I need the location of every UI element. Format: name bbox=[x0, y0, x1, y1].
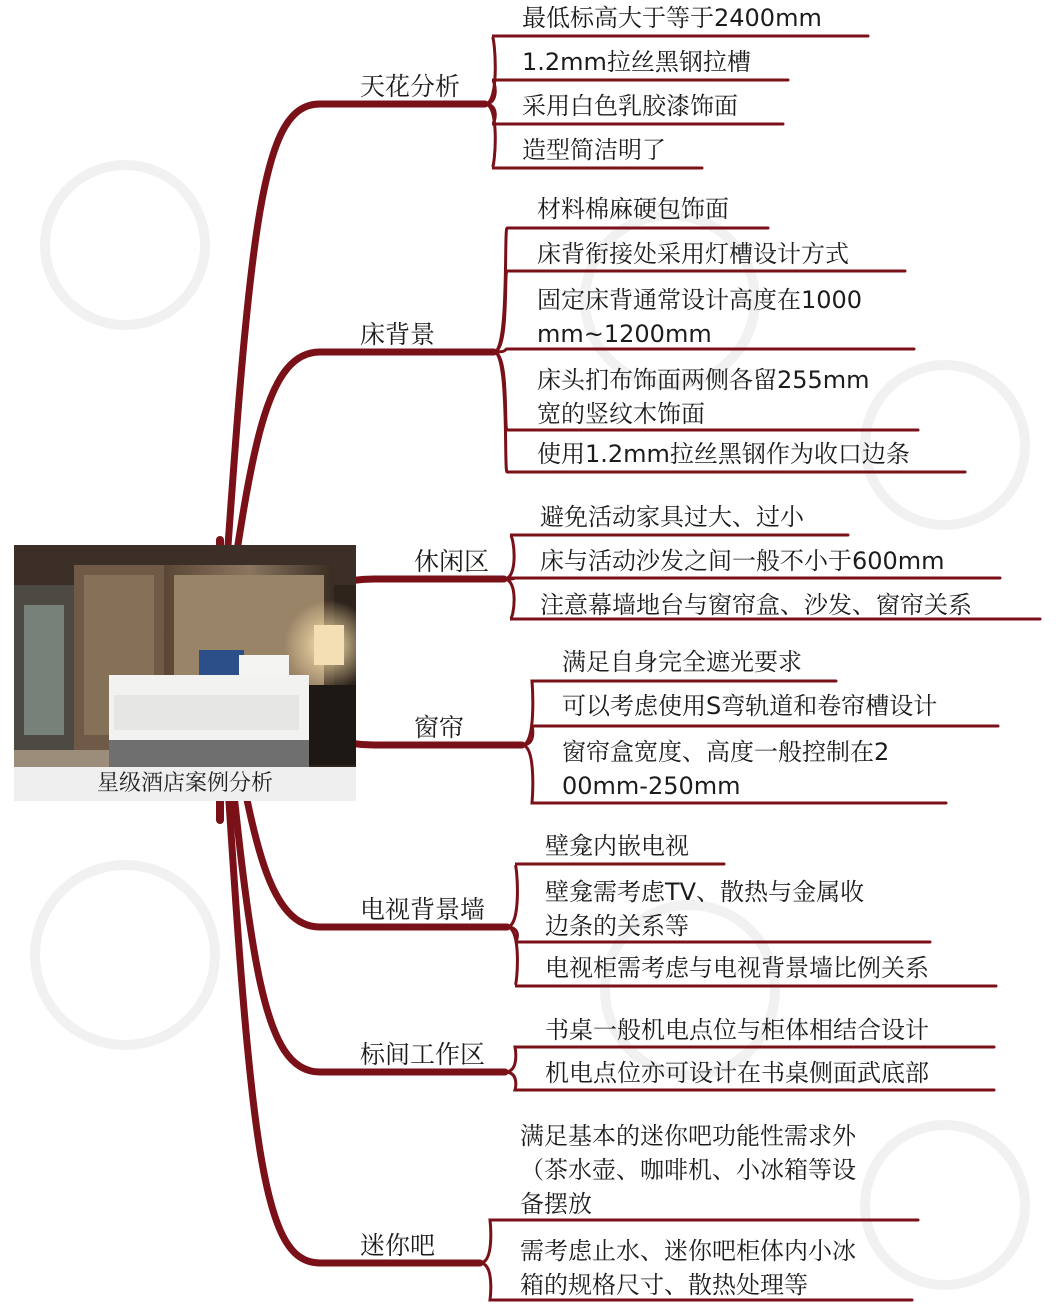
item-line: 备摆放 bbox=[520, 1190, 592, 1218]
item-line: 满足基本的迷你吧功能性需求外 bbox=[520, 1122, 856, 1150]
item-line: 宽的竖纹木饰面 bbox=[537, 400, 705, 428]
item-line: 材料棉麻硬包饰面 bbox=[537, 195, 729, 223]
item-line: 壁龛需考虑TV、散热与金属收 bbox=[545, 878, 865, 906]
item-line: 床背衔接处采用灯槽设计方式 bbox=[537, 240, 849, 268]
item-text bbox=[545, 1015, 929, 1045]
branch-label: 电视背景墙 bbox=[360, 895, 486, 924]
item-text bbox=[520, 1119, 856, 1221]
item-line: 最低标高大于等于2400mm bbox=[522, 4, 822, 32]
item-text bbox=[537, 439, 910, 469]
item-line: 床头扪布饰面两侧各留255mm bbox=[537, 366, 870, 394]
item-line: 可以考虑使用S弯轨道和卷帘槽设计 bbox=[562, 692, 938, 720]
item-line: mm~1200mm bbox=[537, 320, 712, 348]
item-line: 避免活动家具过大、过小 bbox=[540, 503, 804, 531]
item-line: 造型简洁明了 bbox=[522, 136, 666, 164]
item-text bbox=[540, 590, 972, 620]
item-line: 使用1.2mm拉丝黑钢作为收口边条 bbox=[537, 440, 910, 468]
item-text bbox=[537, 283, 862, 351]
item-line: 箱的规格尺寸、散热处理等 bbox=[520, 1271, 808, 1299]
item-text bbox=[545, 831, 689, 861]
item-text bbox=[540, 546, 945, 576]
item-line: 书桌一般机电点位与柜体相结合设计 bbox=[545, 1016, 929, 1044]
item-text bbox=[562, 735, 889, 803]
item-line: 00mm-250mm bbox=[562, 772, 741, 800]
item-line: 1.2mm拉丝黑钢拉槽 bbox=[522, 48, 751, 76]
hotel-room-photo bbox=[14, 545, 356, 767]
item-line: 满足自身完全遮光要求 bbox=[562, 648, 802, 676]
branch-label: 标间工作区 bbox=[360, 1040, 486, 1069]
item-line: 固定床背通常设计高度在1000 bbox=[537, 286, 863, 314]
item-text bbox=[520, 1234, 856, 1302]
item-line: 壁龛内嵌电视 bbox=[545, 832, 689, 860]
item-text bbox=[540, 502, 804, 532]
item-text bbox=[522, 47, 751, 77]
item-line: （茶水壶、咖啡机、小冰箱等设 bbox=[520, 1156, 856, 1184]
item-line: 采用白色乳胶漆饰面 bbox=[522, 92, 738, 120]
branch-label: 休闲区 bbox=[414, 547, 490, 576]
item-text bbox=[537, 194, 729, 224]
item-text bbox=[522, 91, 738, 121]
item-connector bbox=[504, 578, 1000, 579]
item-line: 床与活动沙发之间一般不小于600mm bbox=[540, 547, 945, 575]
root-caption: 星级酒店案例分析 bbox=[14, 767, 356, 801]
item-text bbox=[537, 363, 870, 431]
item-text bbox=[522, 135, 666, 165]
item-text bbox=[562, 647, 802, 677]
branch-label: 迷你吧 bbox=[360, 1231, 436, 1260]
branch-label: 窗帘 bbox=[414, 713, 465, 742]
item-line: 电视柜需考虑与电视背景墙比例关系 bbox=[545, 954, 929, 982]
item-text bbox=[545, 875, 864, 943]
branch-label: 天花分析 bbox=[360, 72, 461, 101]
item-text bbox=[562, 691, 937, 721]
item-line: 需考虑止水、迷你吧柜体内小冰 bbox=[520, 1237, 856, 1265]
item-text bbox=[537, 239, 849, 269]
item-line: 窗帘盒宽度、高度一般控制在2 bbox=[562, 738, 890, 766]
item-text bbox=[545, 1058, 929, 1088]
item-line: 边条的关系等 bbox=[545, 912, 689, 940]
branch-label: 床背景 bbox=[360, 320, 436, 349]
item-text bbox=[522, 3, 822, 33]
item-text bbox=[545, 953, 929, 983]
item-line: 注意幕墙地台与窗帘盒、沙发、窗帘关系 bbox=[540, 591, 972, 619]
item-line: 机电点位亦可设计在书桌侧面武底部 bbox=[545, 1059, 929, 1087]
